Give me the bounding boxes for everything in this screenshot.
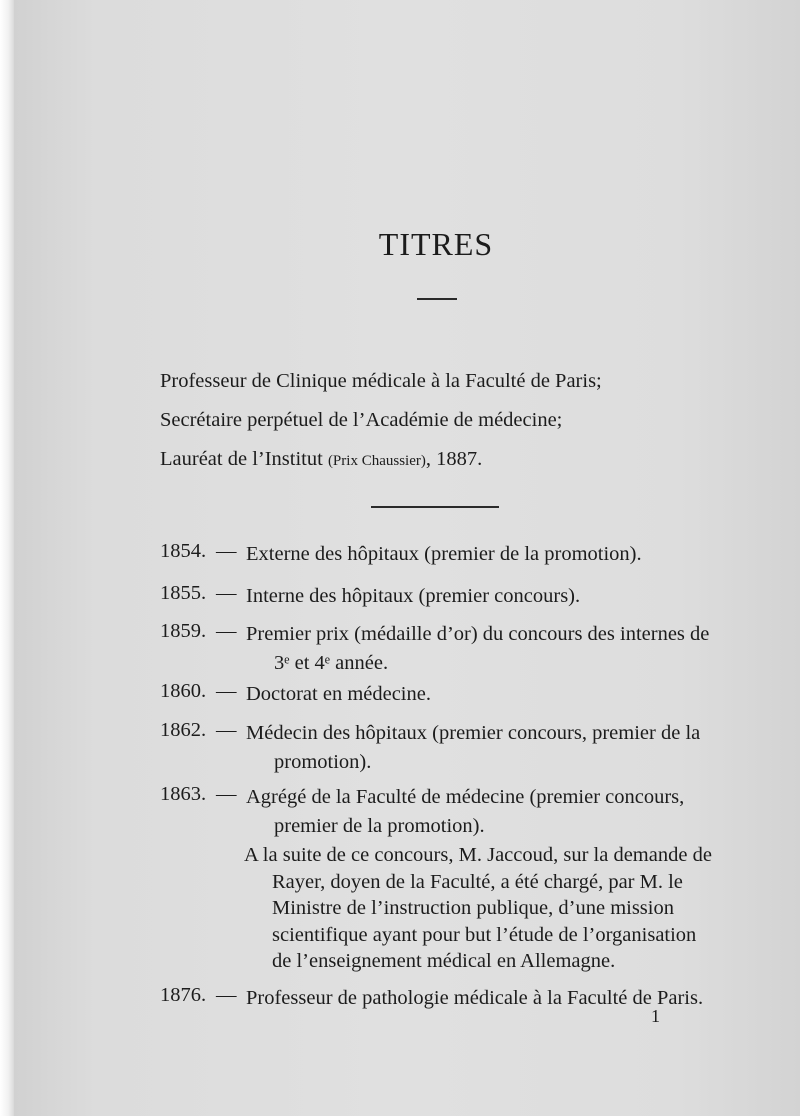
section-rule	[371, 506, 499, 508]
entry-dash: —	[216, 783, 237, 805]
laureate-text: Lauréat de l’Institut	[160, 448, 328, 470]
title-rule	[417, 298, 457, 300]
entry-dash: —	[216, 680, 237, 702]
entry-dash: —	[216, 540, 237, 562]
header-line-secretary: Secrétaire perpétuel de l’Académie de médecine;	[160, 409, 563, 431]
entry-year: 1860.	[160, 680, 207, 702]
entry-text: Externe des hôpitaux (premier de la promotion).	[246, 543, 642, 565]
entry-text: Interne des hôpitaux (premier concours).	[246, 585, 581, 607]
note-line: de l’enseignement médical en Allemagne.	[272, 950, 616, 972]
entry-dash: —	[216, 719, 237, 741]
note-line: Rayer, doyen de la Faculté, a été chargé, par M. le	[272, 870, 683, 893]
entry-dash: —	[216, 582, 237, 604]
entry-text	[246, 719, 722, 777]
entry-year: 1854.	[160, 540, 207, 562]
page-title: TITRES	[378, 226, 494, 262]
note-line: Ministre de l’instruction publique, d’une mission	[272, 897, 674, 919]
note-line: scientifique ayant pour but l’étude de l’organisation	[272, 923, 697, 946]
entry-year: 1863.	[160, 783, 207, 805]
header-line-laureate	[160, 448, 482, 471]
page-edge	[0, 0, 14, 1116]
entry-text-line: Premier prix (médaille d’or) du concours des internes de	[246, 623, 710, 645]
entry-text-line: Médecin des hôpitaux (premier concours, premier de la	[246, 722, 701, 744]
entry-year: 1862.	[160, 719, 207, 741]
entry-year: 1859.	[160, 620, 207, 642]
entry-text-line: Agrégé de la Faculté de médecine (premier concours,	[246, 786, 685, 808]
note-line: A la suite de ce concours, M. Jaccoud, sur la demande de	[244, 844, 712, 866]
entry-year: 1855.	[160, 582, 207, 604]
entry-text: Doctorat en médecine.	[246, 683, 431, 705]
entry-dash: —	[216, 984, 237, 1006]
entry-year: 1876.	[160, 984, 207, 1006]
entry-text-line: promotion).	[274, 751, 372, 773]
page-number: 1	[651, 1006, 660, 1026]
entry-text	[246, 620, 722, 678]
entry-text	[246, 783, 722, 841]
entry-dash: —	[216, 620, 237, 642]
mission-note	[244, 842, 722, 975]
laureate-year: , 1887.	[425, 448, 483, 470]
prize-name: (Prix Chaussier)	[327, 453, 426, 469]
entry-text-line: premier de la promotion).	[274, 815, 485, 837]
entry-text: Professeur de pathologie médicale à la Faculté de Paris.	[246, 987, 704, 1009]
header-line-professor: Professeur de Clinique médicale à la Faculté de Paris;	[160, 370, 602, 392]
entry-text-line: 3ᵉ et 4ᵉ année.	[274, 652, 389, 674]
